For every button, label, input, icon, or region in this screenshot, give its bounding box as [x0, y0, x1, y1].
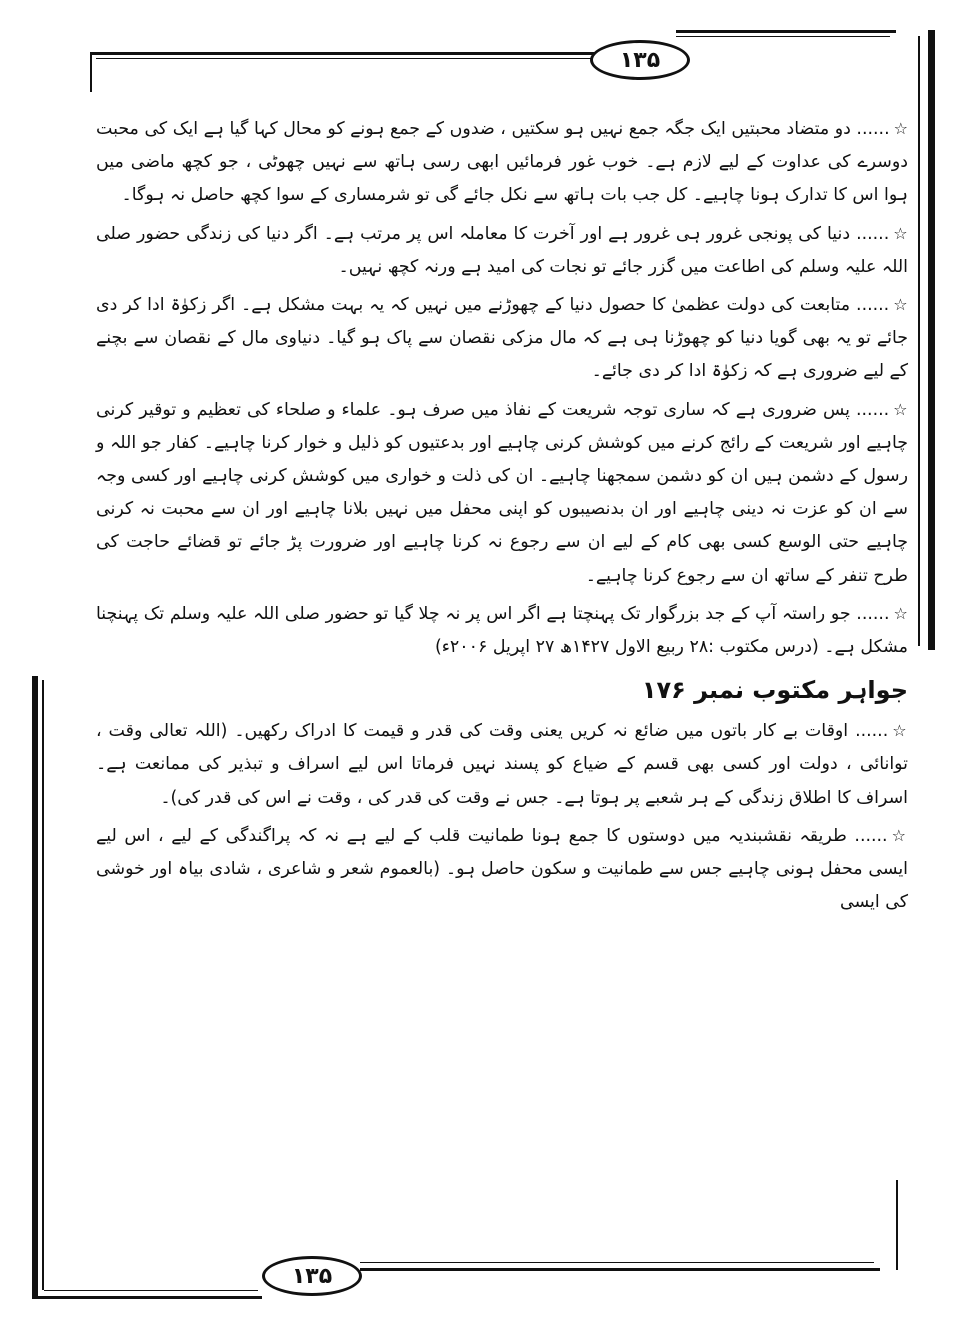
frame-border-top-inner: [96, 58, 604, 59]
paragraph-text: ...... جو راستہ آپ کے جد بزرگوار تک پہنچتا ہے اگر اس پر نہ چلا گیا تو حضور صلی اللہ علیہ وسلم تک پہنچنا مشکل ہے۔: [96, 603, 908, 658]
frame-border-left-inner: [42, 680, 44, 1290]
paragraph: [96, 819, 908, 920]
paragraph: [96, 217, 908, 284]
frame-border-right: [928, 30, 935, 650]
frame-border-bottom-right-inner: [360, 1262, 874, 1263]
paragraph-text: ...... متابعت کی دولت عظمیٰ کا حصول دنیا کے چھوڑنے میں نہیں کہ یہ بہت مشکل ہے۔ اگر زکوٰۃ ادا کر دی جائے تو یہ بھی گویا دنیا کو چھوڑنا ہی ہے کہ مال مزکی نقصان سے پاک ہو گیا۔ دنیاوی مال کے نقصان سے بچنے کے لیے ضروری ہے کہ زکوٰۃ ادا کر دی جائے۔: [96, 295, 908, 382]
frame-border-top-right-inner: [676, 36, 890, 37]
star-bullet-icon: ☆: [893, 603, 908, 623]
frame-border-bottom: [32, 1296, 262, 1299]
star-bullet-icon: ☆: [891, 825, 909, 845]
paragraph-text: ...... پس ضروری ہے کہ ساری توجہ شریعت کے نفاذ میں صرف ہو۔ علماء و صلحاء کی تعظیم و توقیر کرنی چاہیے اور شریعت کے رائج کرنے میں کوشش کرنی چاہیے اور بدعتیوں کو ذلیل و خوار کرنا چاہیے۔ کفار جو اللہ و رسول کے دشمن ہیں ان کو دشمن سمجھنا چاہیے۔ ان کی ذلت و خواری میں کوشش کرنی چاہیے اور کسی وجہ سے ان کو عزت نہ دینی چاہیے اور ان بدنصیبوں کو اپنی محفل میں نہیں بلانا چاہیے اور ان سے محبت نہ کرنی چاہیے حتی الوسع کسی بھی کام کے لیے ان سے رجوع نہ کرنا چاہیے اور ضرورت پڑ جائے تو قضائے حاجت کی طرح تنفر کے ساتھ ان سے رجوع کرنا چاہیے۔: [96, 399, 908, 586]
paragraph: [96, 393, 908, 593]
star-bullet-icon: ☆: [893, 399, 908, 419]
page-number-top: ۱۳۵: [590, 40, 690, 80]
paragraph: [96, 112, 908, 213]
star-bullet-icon: ☆: [893, 119, 908, 138]
page-number-bottom: ۱۳۵: [262, 1256, 362, 1296]
frame-border-left-stub: [90, 52, 92, 92]
paragraph: [96, 714, 908, 815]
paragraph: [96, 288, 908, 389]
frame-border-right-stub: [896, 1180, 898, 1270]
paragraph-text: ...... اوقات بے کار باتوں میں ضائع نہ کریں یعنی وقت کی قدر و قیمت کا ادراک رکھیں۔ (اللہ تعالی وقت ، توانائی ، دولت اور کسی بھی قسم کے ضیاع کو پسند نہیں فرماتا اس لیے اسراف و تبذیر کی ممانعت ہے۔ اسراف کا اطلاق زندگی کے ہر شعبے پر ہوتا ہے۔ جس نے وقت کی قدر کی ، وقت نے اس کی قدر کی)۔: [96, 721, 908, 808]
frame-border-top: [90, 52, 610, 55]
frame-border-bottom-inner: [44, 1290, 258, 1291]
paragraph-text: ...... دنیا کی پونجی غرور ہی غرور ہے اور آخرت کا معاملہ اس پر مرتب ہے۔ اگر دنیا کی زندگی حضور صلی اللہ علیہ وسلم کی اطاعت میں گزر جائے تو نجات کی امید ہے ورنہ کچھ نہیں۔: [96, 223, 908, 277]
page-content: [96, 112, 908, 923]
star-bullet-icon: ☆: [892, 721, 908, 741]
frame-border-bottom-right: [360, 1268, 880, 1271]
frame-border-right-inner: [918, 36, 920, 646]
paragraph: [96, 597, 908, 664]
lesson-reference: (درس مکتوب :۲۸ ربیع الاول ۱۴۲۷ھ ۲۷ اپریل ۲۰۰۶ء): [434, 637, 819, 658]
star-bullet-icon: ☆: [893, 223, 909, 243]
frame-border-top-right: [676, 30, 896, 33]
section-heading: جواہر مکتوب نمبر ۱۷۶: [641, 676, 908, 705]
star-bullet-icon: ☆: [893, 295, 909, 315]
frame-border-left: [32, 676, 38, 1296]
paragraph-text: ...... طریقہ نقشبندیہ میں دوستوں کا جمع ہونا طمانیت قلب کے لیے ہے نہ کہ پراگندگی کے لیے ، اس لیے ایسی محفل ہونی چاہیے جس سے طمانیت و سکون حاصل ہو۔ (بالعموم شعر و شاعری ، شادی بیاہ اور خوشی کی ایسی: [96, 825, 908, 913]
paragraph-text: ...... دو متضاد محبتیں ایک جگہ جمع نہیں ہو سکتیں ، ضدوں کے جمع ہونے کو محال کہا گیا ہے ایک کی محبت دوسرے کی عداوت کے لیے لازم ہے۔ خوب غور فرمائیں ابھی رسی ہاتھ سے نہیں چھوٹی ، جو کچھ ماضی میں ہوا اس کا تدارک ہونا چاہیے۔ کل جب بات ہاتھ سے نکل جائے گی تو شرمساری کے سوا کچھ حاصل نہ ہوگا۔: [96, 119, 908, 206]
